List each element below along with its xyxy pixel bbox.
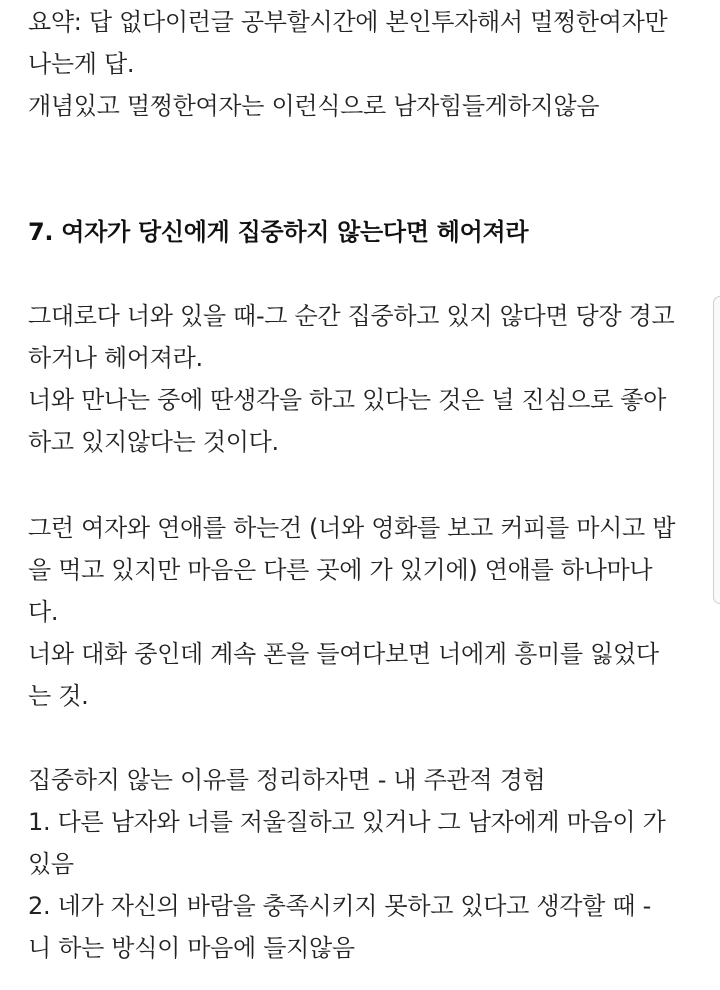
text-line: 너와 대화 중인데 계속 폰을 들여다보면 너에게 흥미를 잃었다 (28, 640, 659, 668)
text-line: 다. (28, 598, 59, 626)
text-line: 하거나 헤어져라. (28, 344, 203, 372)
text-line: 그런 여자와 연애를 하는건 (너와 영화를 보고 커피를 마시고 밥 (28, 514, 676, 542)
text-line: 있음 (28, 850, 74, 878)
text-line: 1. 다른 남자와 너를 저울질하고 있거나 그 남자에게 마음이 가 (28, 808, 666, 836)
section-heading: 7. 여자가 당신에게 집중하지 않는다면 헤어져라 (28, 218, 529, 246)
text-line: 나는게 답. (28, 50, 135, 78)
text-line: 너와 만나는 중에 딴생각을 하고 있다는 것은 널 진심으로 좋아 (28, 386, 667, 414)
text-line: 요약: 답 없다이런글 공부할시간에 본인투자해서 멀쩡한여자만 (28, 8, 668, 36)
text-line: 집중하지 않는 이유를 정리하자면 - 내 주관적 경험 (28, 766, 546, 794)
text-line: 2. 네가 자신의 바람을 충족시키지 못하고 있다고 생각할 때 - (28, 892, 651, 920)
text-line: 니 하는 방식이 마음에 들지않음 (28, 934, 355, 962)
text-line: 그대로다 너와 있을 때-그 순간 집중하고 있지 않다면 당장 경고 (28, 302, 675, 330)
scroll-handle[interactable] (713, 296, 720, 604)
text-line: 개념있고 멀쩡한여자는 이런식으로 남자힘들게하지않음 (28, 92, 600, 120)
text-line: 는 것. (28, 682, 89, 710)
text-line: 을 먹고 있지만 마음은 다른 곳에 가 있기에) 연애를 하나마나 (28, 556, 653, 584)
text-line: 하고 있지않다는 것이다. (28, 428, 279, 456)
